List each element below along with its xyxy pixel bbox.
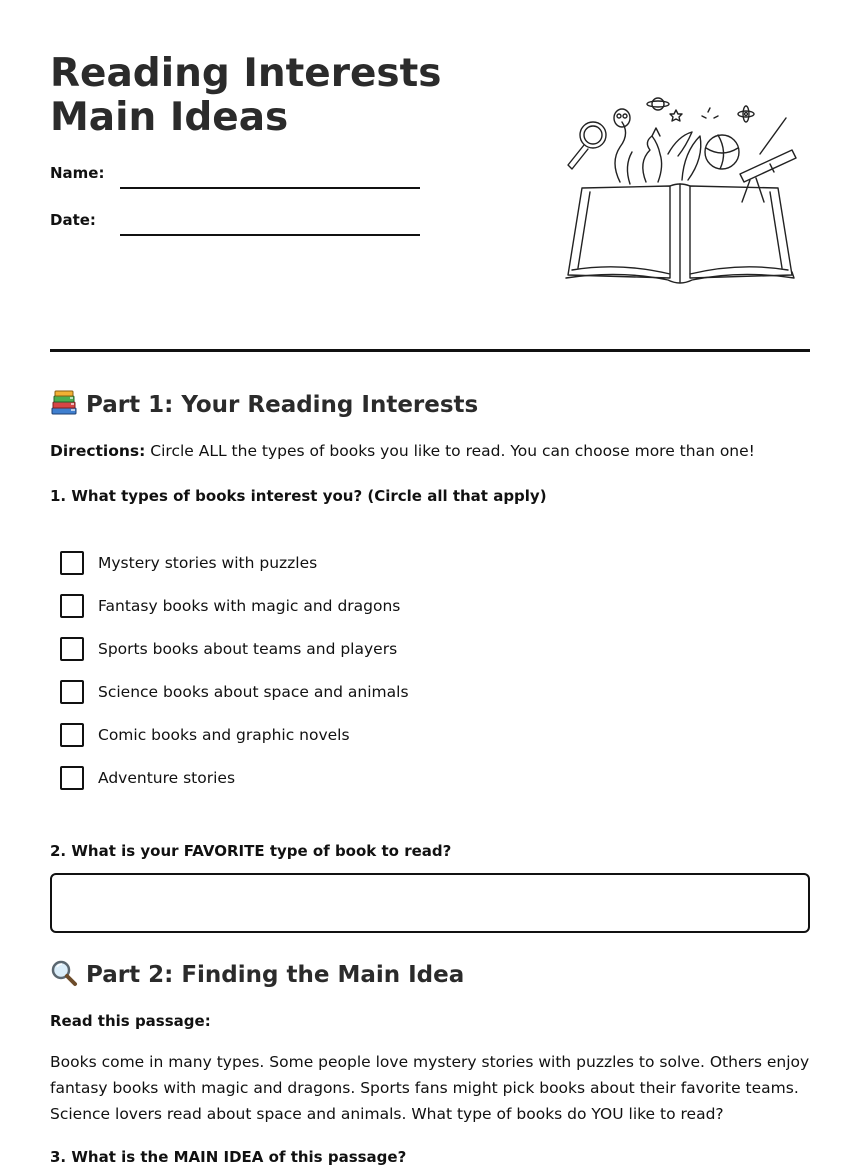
question-3: 3. What is the MAIN IDEA of this passage? — [50, 1148, 407, 1166]
option-fantasy[interactable] — [60, 594, 560, 637]
worksheet-title: Reading Interests Main Ideas — [50, 51, 442, 140]
checkbox[interactable] — [60, 551, 84, 575]
name-line[interactable] — [120, 187, 420, 189]
option-label: Fantasy books with magic and dragons — [98, 597, 401, 615]
date-field-row — [50, 209, 430, 239]
option-label: Adventure stories — [98, 769, 236, 787]
header-divider — [50, 349, 810, 352]
part1-heading-text: Part 1: Your Reading Interests — [86, 392, 479, 418]
option-adventure[interactable] — [60, 766, 560, 809]
checkbox[interactable] — [60, 766, 84, 790]
checkbox[interactable] — [60, 680, 84, 704]
directions — [50, 438, 810, 464]
option-mystery[interactable] — [60, 551, 560, 594]
name-label: Name: — [50, 164, 105, 182]
question-1: 1. What types of books interest you? (Circle all that apply) — [50, 487, 547, 505]
checkbox[interactable] — [60, 594, 84, 618]
passage-text: Books come in many types. Some people love mystery stories with puzzles to solve. Others enjoy fantasy books with magic and dragons. Sports fans might pick books about their favorite teams. Science lovers read about space and animals. What type of books do YOU like to read? — [50, 1053, 810, 1123]
magnifying-glass-icon — [50, 959, 78, 987]
question-2: 2. What is your FAVORITE type of book to read? — [50, 842, 452, 860]
name-field-row — [50, 162, 430, 192]
option-comics[interactable] — [60, 723, 560, 766]
option-science[interactable] — [60, 680, 560, 723]
checkbox[interactable] — [60, 723, 84, 747]
directions-text: Circle ALL the types of books you like to read. You can choose more than one! — [145, 442, 755, 460]
checkbox[interactable] — [60, 637, 84, 661]
favorite-type-answer-box[interactable] — [50, 873, 810, 933]
date-line[interactable] — [120, 234, 420, 236]
option-label: Mystery stories with puzzles — [98, 554, 318, 572]
part2-heading-text: Part 2: Finding the Main Idea — [86, 962, 465, 988]
open-book-with-adventures-icon — [560, 92, 800, 288]
books-icon — [50, 389, 78, 417]
option-label: Science books about space and animals — [98, 683, 409, 701]
book-type-options — [60, 551, 560, 809]
read-passage-label: Read this passage: — [50, 1012, 211, 1030]
directions-label: Directions: — [50, 442, 146, 460]
date-label: Date: — [50, 211, 96, 229]
option-label: Comic books and graphic novels — [98, 726, 350, 744]
part1-heading — [50, 389, 478, 420]
option-sports[interactable] — [60, 637, 560, 680]
part2-heading — [50, 959, 464, 990]
option-label: Sports books about teams and players — [98, 640, 398, 658]
